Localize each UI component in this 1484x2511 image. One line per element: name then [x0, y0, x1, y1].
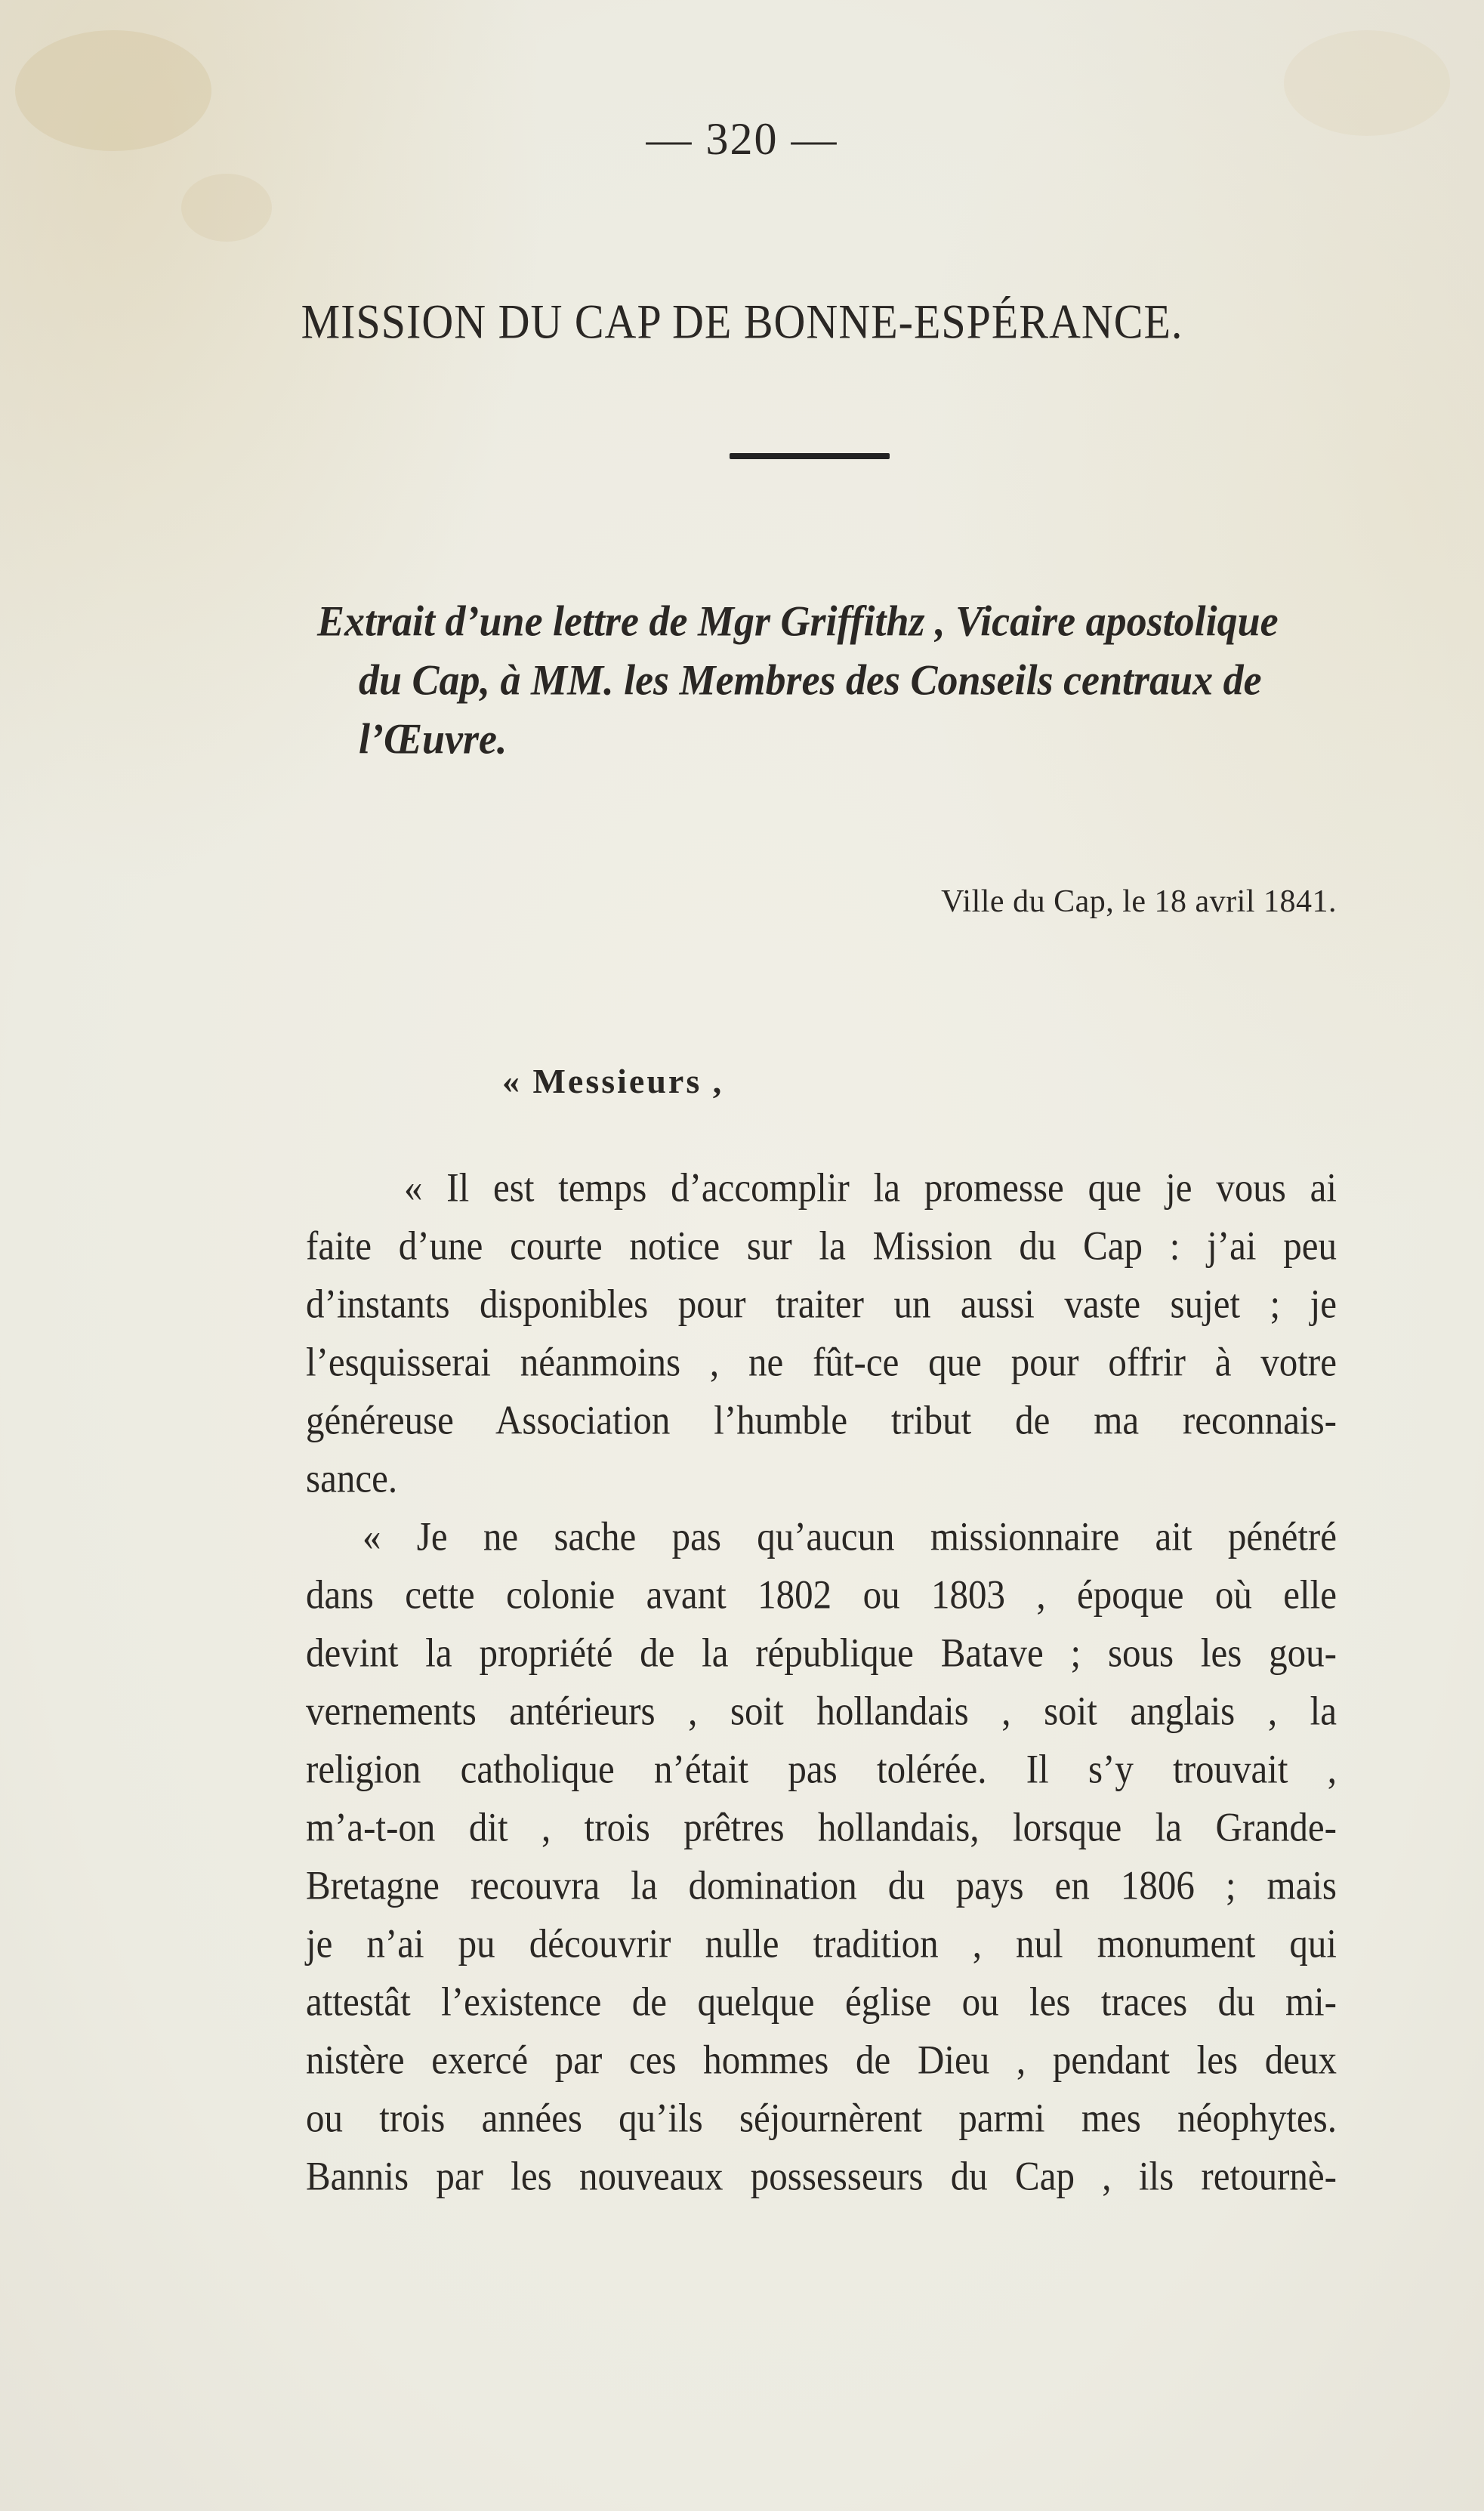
- body-line: je n’ai pu découvrir nulle tradition , nul monument qui: [306, 1920, 1337, 1967]
- extract-line: Extrait d’une lettre de Mgr Griffithz , Vicaire apostolique: [317, 597, 1279, 646]
- body-line: « Je ne sache pas qu’aucun missionnaire ait pénétré: [363, 1513, 1337, 1559]
- dateline: Ville du Cap, le 18 avril 1841.: [941, 884, 1337, 919]
- paper-stain: [181, 174, 272, 242]
- title-rule: [730, 453, 890, 459]
- page-number: — 320 —: [646, 114, 838, 164]
- body-line: attestât l’existence de quelque église ou les traces du mi-: [306, 1979, 1337, 2025]
- body-line: religion catholique n’était pas tolérée. Il s’y trouvait ,: [306, 1746, 1337, 1792]
- body-line: généreuse Association l’humble tribut de ma reconnais-: [306, 1397, 1337, 1443]
- body-line: faite d’une courte notice sur la Mission du Cap : j’ai peu: [306, 1223, 1337, 1269]
- body-line: l’esquisserai néanmoins , ne fût-ce que pour offrir à votre: [306, 1339, 1337, 1385]
- body-line: m’a-t-on dit , trois prêtres hollandais, lorsque la Grande-: [306, 1804, 1337, 1850]
- salutation: « Messieurs ,: [502, 1062, 724, 1100]
- body-line: dans cette colonie avant 1802 ou 1803 , époque où elle: [306, 1572, 1337, 1618]
- body-line: d’instants disponibles pour traiter un aussi vaste sujet ; je: [306, 1281, 1337, 1327]
- body-line: Bannis par les nouveaux possesseurs du Cap , ils retournè-: [306, 2153, 1337, 2199]
- body-line: sance.: [306, 1455, 398, 1501]
- extract-line: l’Œuvre.: [359, 715, 508, 763]
- mission-title: MISSION DU CAP DE BONNE-ESPÉRANCE.: [301, 294, 1183, 349]
- body-line: « Il est temps d’accomplir la promesse que je vous ai: [404, 1164, 1337, 1211]
- body-line: vernements antérieurs , soit hollandais , soit anglais , la: [306, 1688, 1337, 1734]
- extract-line: du Cap, à MM. les Membres des Conseils centraux de: [359, 656, 1262, 705]
- body-line: devint la propriété de la république Batave ; sous les gou-: [306, 1630, 1337, 1676]
- body-line: ou trois années qu’ils séjournèrent parmi mes néophytes.: [306, 2095, 1337, 2141]
- body-line: Bretagne recouvra la domination du pays en 1806 ; mais: [306, 1862, 1337, 1908]
- body-line: nistère exercé par ces hommes de Dieu , pendant les deux: [306, 2037, 1337, 2083]
